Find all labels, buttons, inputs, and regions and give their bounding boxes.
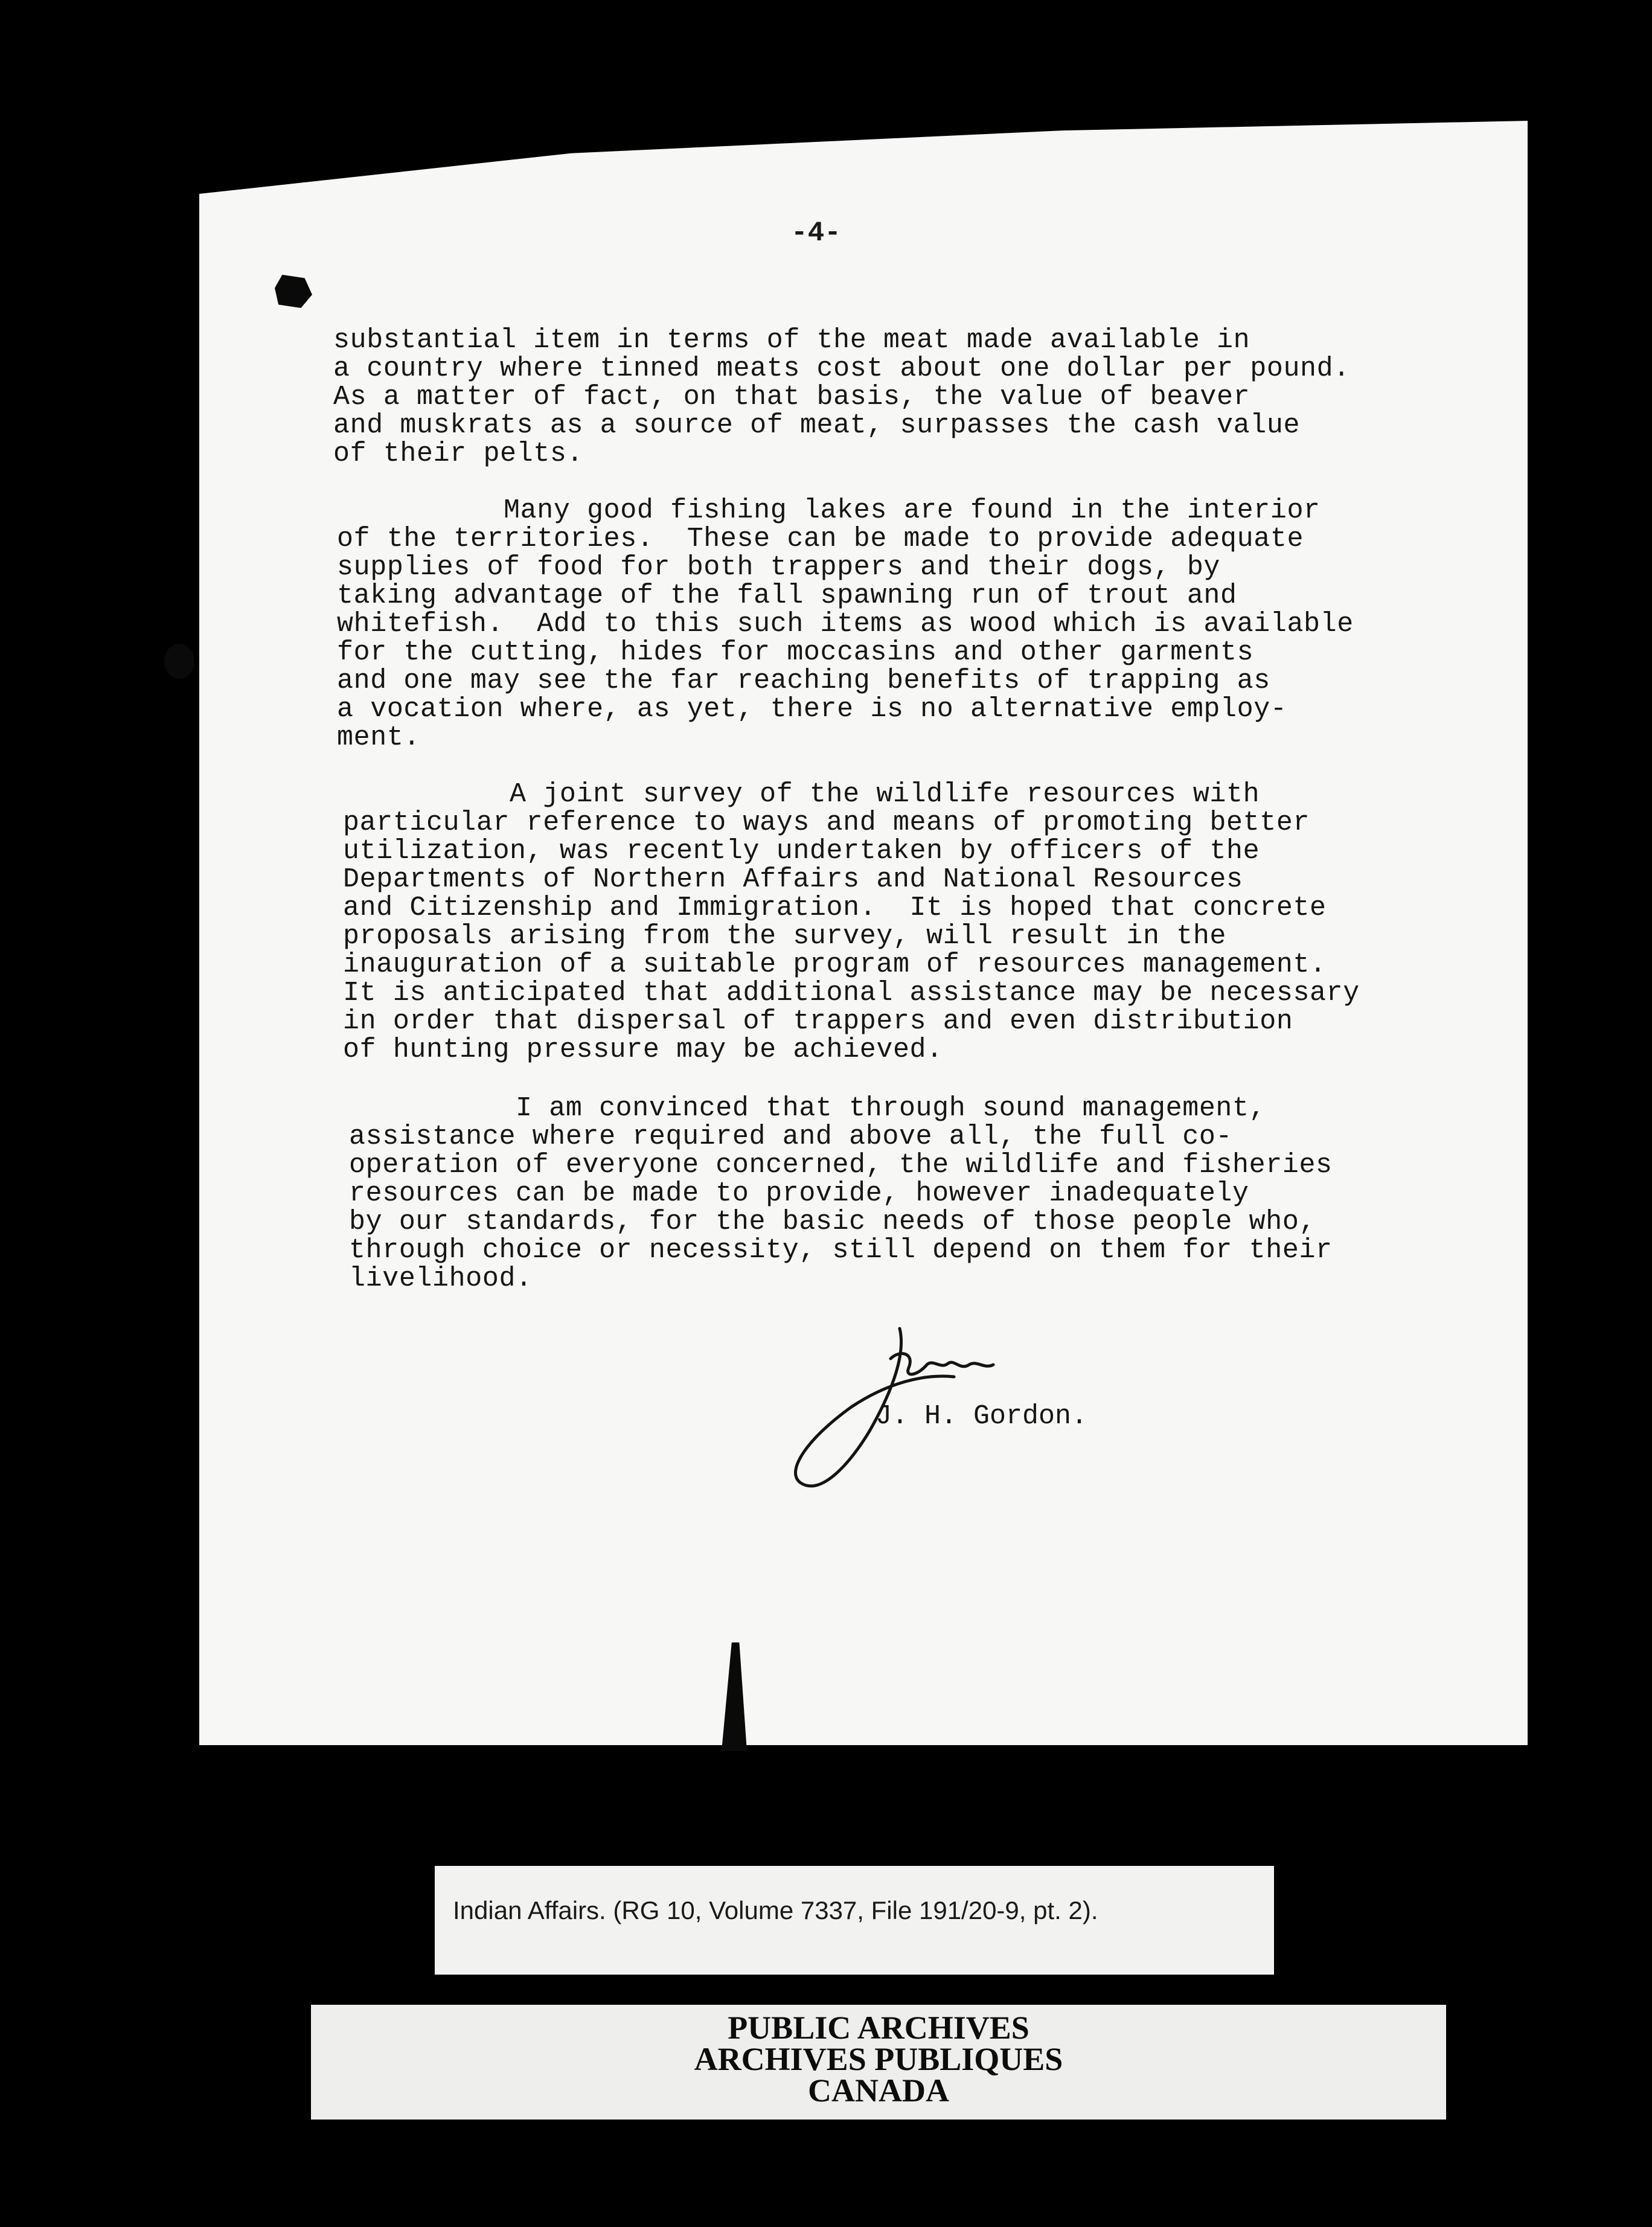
source-label [435, 1866, 1274, 1975]
signature-name: J. H. Gordon. [876, 1401, 1088, 1432]
punch-hole [164, 644, 194, 679]
source-label-text: Indian Affairs. (RG 10, Volume 7337, File 191/20-9, pt. 2). [453, 1896, 1098, 1924]
paragraph-2: Many good fishing lakes are found in the interior of the territories. These can be made to provide adequate supplies of food for both trappers and their dogs, by taking advantage of the fall spawning run of trout and whitefish. Add to this such items as wood which is available for the cutting, hides for moccasins and other garments and one may see the far reaching benefits of trapping as a vocation where, as yet, there is no alternative employ- ment. [337, 495, 1354, 753]
stamp-line-2: ARCHIVES PUBLIQUES [694, 2041, 1063, 2077]
archive-stamp [311, 2005, 1446, 2120]
paragraph-1: substantial item in terms of the meat made available in a country where tinned meats cost about one dollar per pound. As a matter of fact, on that basis, the value of beaver and muskrats as a source of meat, surpasses the cash value of their pelts. [333, 325, 1350, 469]
page-number: -4- [791, 217, 841, 249]
stamp-line-1: PUBLIC ARCHIVES [728, 2010, 1029, 2046]
paragraph-4: I am convinced that through sound management, assistance where required and above all, the full co- operation of everyone concerned, the wildlife and fisheries resources can be made to provide, however inadequately by our standards, for the basic needs of those people who, through choice or necessity, still depend on them for their livelihood. [349, 1093, 1333, 1294]
paragraph-3: A joint survey of the wildlife resources with particular reference to ways and means of promoting better utilization, was recently undertaken by officers of the Departments of Northern Affairs and National Resources and Citizenship and Immigration. It is hoped that concrete proposals arising from the survey, will result in the inauguration of a suitable program of resources management. It is anticipated that additional assistance may be necessary in order that dispersal of trappers and even distribution of hunting pressure may be achieved. [343, 779, 1360, 1065]
stamp-line-3: CANADA [808, 2072, 949, 2109]
